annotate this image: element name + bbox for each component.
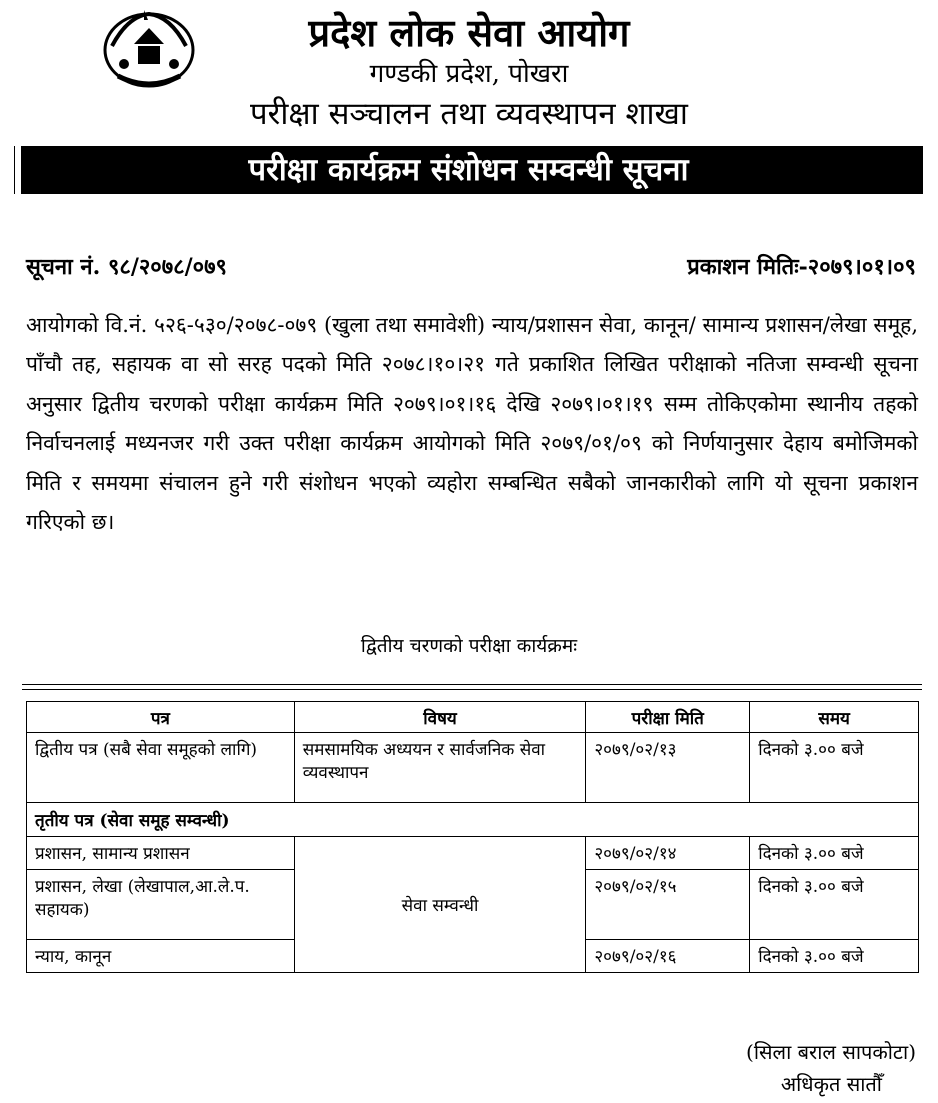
table-row — [27, 733, 919, 803]
table-row — [27, 837, 919, 870]
cell-date: २०७९/०२/१४ — [586, 837, 750, 870]
publish-date: प्रकाशन मितिः-२०७९।०१।०९ — [687, 254, 916, 280]
divider-line — [22, 684, 922, 685]
notice-number: सूचना नं. ९८/२०७८/०७९ — [26, 254, 227, 280]
cell-date: २०७९/०२/१५ — [586, 870, 750, 940]
cell-subject: समसामयिक अध्ययन र सार्वजनिक सेवा व्यवस्थापन — [294, 733, 586, 803]
banner-edge — [14, 146, 21, 194]
schedule-heading: द्वितीय चरणको परीक्षा कार्यक्रमः — [360, 635, 578, 657]
cell-paper: द्वितीय पत्र (सबै सेवा समूहको लागि) — [27, 733, 295, 803]
branch-name: परीक्षा सञ्चालन तथा व्यवस्थापन शाखा — [250, 96, 688, 132]
cell-paper: प्रशासन, सामान्य प्रशासन — [27, 837, 295, 870]
section-label: तृतीय पत्र (सेवा समूह सम्वन्धी) — [27, 803, 919, 837]
header-exam-date: परीक्षा मिति — [586, 702, 750, 733]
cell-paper: न्याय, कानून — [27, 940, 295, 973]
cell-date: २०७९/०२/१३ — [586, 733, 750, 803]
header-subject: विषय — [294, 702, 586, 733]
province-name: गण्डकी प्रदेश, पोखरा — [369, 59, 569, 89]
divider-line — [22, 689, 922, 690]
header-paper: पत्र — [27, 702, 295, 733]
cell-time: दिनको ३.०० बजे — [750, 940, 919, 973]
signatory-designation: अधिकृत सातौँ — [780, 1072, 882, 1096]
table-header-row — [27, 702, 919, 733]
cell-time: दिनको ३.०० बजे — [750, 870, 919, 940]
org-name: प्रदेश लोक सेवा आयोग — [308, 10, 630, 55]
signatory-name: (सिला बराल सापकोटा) — [746, 1040, 916, 1064]
cell-time: दिनको ३.०० बजे — [750, 733, 919, 803]
cell-time: दिनको ३.०० बजे — [750, 837, 919, 870]
notice-title: परीक्षा कार्यक्रम संशोधन सम्वन्धी सूचना — [14, 146, 923, 194]
cell-paper: प्रशासन, लेखा (लेखापाल,आ.ले.प. सहायक) — [27, 870, 295, 940]
table-section-row — [27, 803, 919, 837]
schedule-table — [26, 701, 919, 973]
header-time: समय — [750, 702, 919, 733]
cell-date: २०७९/०२/१६ — [586, 940, 750, 973]
notice-body: आयोगको वि.नं. ५२६-५३०/२०७८-०७९ (खुला तथा समावेशी) न्याय/प्रशासन सेवा, कानून/ सामान्य प्रशासन/लेखा समूह, पाँचौ तह, सहायक वा सो सरह पदको मिति २०७८।१०।२१ गते प्रकाशित लिखित परीक्षाको नतिजा सम्वन्धी सूचना अनुसार द्वितीय चरणको परीक्षा कार्यक्रम मिति २०७९।०१।१६ देखि २०७९।०१।१९ सम्म तोकिएकोमा स्थानीय तहको निर्वाचनलाई मध्यनजर गरी उक्त परीक्षा कार्यक्रम आयोगको मिति २०७९/०१/०९ को निर्णयानुसार देहाय बमोजिमको मिति र समयमा संचालन हुने गरी संशोधन भएको व्यहोरा सम्बन्धित सबैको जानकारीको लागि यो सूचना प्रकाशन गरिएको छ। — [26, 313, 918, 535]
cell-shared-subject: सेवा सम्वन्धी — [294, 837, 586, 973]
